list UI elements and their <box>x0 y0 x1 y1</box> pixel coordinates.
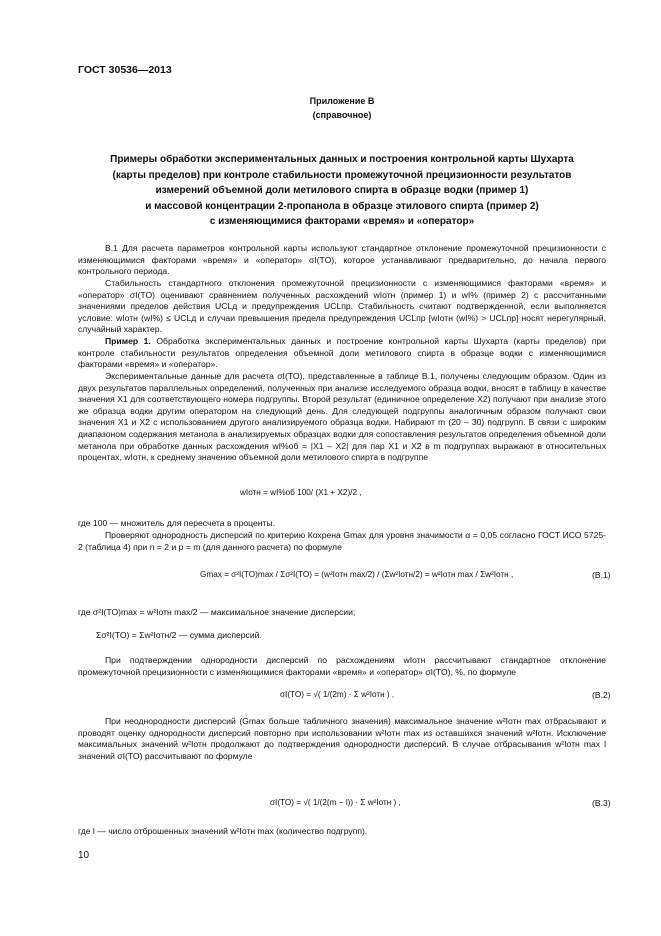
where-max-variance: где σ²I(TO)max = w²Iотн max/2 — максимальное значение дисперсии; <box>78 607 356 617</box>
paragraph-example1 <box>78 336 606 371</box>
page-number: 10 <box>78 850 90 861</box>
appendix-type: (справочное) <box>312 110 372 120</box>
appendix-title <box>78 152 606 230</box>
equation-b3-number: (В.3) <box>592 798 611 808</box>
equation-b2-number: (В.2) <box>592 690 611 700</box>
equation-b1: Gmax = σ²I(TO)max / Σσ²I(TO) = (w²Iотн max/2) / (Σw²Iотн/2) = w²Iотн max / Σw²Iотн , <box>200 570 514 579</box>
where-sum-variance: Σσ²I(TO) = Σw²Iотн/2 — сумма дисперсий. <box>96 630 262 640</box>
equation-wotn: wIотн = wI%об 100/ (X1 + X2)/2 , <box>240 488 362 497</box>
where-discarded: где l — число отброшенных значений w²Iотн max (количество подгрупп). <box>78 826 368 836</box>
document-header: ГОСТ 30536—2013 <box>78 64 172 76</box>
paragraph-b1: В.1 Для расчета параметров контрольной карты используют стандартное отклонение промежуточной прецизионности с изменяющимися факторами «время» и «оператор» σI(TO), которое устанавливают предварительно, до начала первого контрольного периода. <box>78 243 606 277</box>
title-line: и массовой концентрации 2-пропанола в образце этилового спирта (пример 2) <box>145 200 539 212</box>
paragraph-stability: Стабильность стандартного отклонения промежуточной прецизионности с изменяющимися факторами «время» и «оператор» σI(TO) оценивают сравнением полученных расхождений wIотн (пример 1) и wI% (пример 2) с рассчитанными значениями пределов действия UCLд и предупреждения UCLпр. Стабильность считают подтвержденной, если выполняется условие: wIотн (wI%) ≤ UCLд и случаи превышения предела предупреждения UCLпр [wIотн (wI%) > UCLпр] носят нерегулярный, случайный характер. <box>78 278 606 335</box>
equation-b3: σI(TO) = √( 1/(2(m − l)) · Σ w²Iотн ) , <box>270 798 401 807</box>
paragraph-cochran: Проверяют однородность дисперсий по критерию Кохрена Gmax для уровня значимости α = 0,05 согласно ГОСТ ИСО 5725-2 (таблица 4) при n = 2 и p = m (для данного расчета) по формуле <box>78 530 606 552</box>
paragraph-multiplier: где 100 — множитель для пересчета в проценты. <box>78 518 275 528</box>
paragraph-experimental: Экспериментальные данные для расчета σI(TO), представленные в таблице В.1, получены следующим образом. Один из двух результатов параллельных определений, полученных при анализе исследуемого образца водки, вносят в таблицу в качестве значения X1 для соответствующего номера подгруппы. Второй результат (единичное определение X2) получают при анализе этого же образца водки другим оператором на следующий день. Для следующей подгруппы аналогичным образом получают свои значения X1 и X2 с использованием другого анализируемого образца водки. Набирают m (20 – 30) подгрупп. В связи с широким диапазоном содержания метанола в анализируемых образцах водки для сопоставления результатов определения объемной доли метанола при обработке данных расхождения wI%об = |X1 – X2| для пар X1 и X2 в m подгруппах выражают в относительных процентах, wIотн, к среднему значению объемной доли метилового спирта в подгруппе <box>78 371 606 463</box>
paragraph-homogeneity: При подтверждении однородности дисперсий по расхождениям wIотн рассчитывают стандартное отклонение промежуточной прецизионности с изменяющимися факторами «время» и «оператор» σI(TO), %, по формуле <box>78 655 606 677</box>
title-line: с изменяющимися факторами «время» и «оператор» <box>209 216 475 227</box>
appendix-label: Приложение В <box>309 96 375 106</box>
title-line: измерений объемной доли метилового спирта в образце водки (пример 1) <box>155 185 529 196</box>
example1-text: Обработка экспериментальных данных и построение контрольной карты Шухарта (карты пределов) при контроле стабильности результатов определения объемной доли метилового спирта в образце водки с изменяющимися факторами «время» и «оператор». <box>78 336 606 370</box>
equation-b1-number: (В.1) <box>592 570 611 580</box>
title-line: (карты пределов) при контроле стабильности промежуточной прецизионности результатов <box>112 169 572 181</box>
title-line: Примеры обработки экспериментальных данных и построения контрольной карты Шухарта <box>110 154 574 165</box>
equation-b2: σI(TO) = √( 1/(2m) · Σ w²Iотн ) , <box>280 690 395 699</box>
example1-label: Пример 1. <box>105 336 151 346</box>
paragraph-inhomogeneity: При неоднородности дисперсий (Gmax больше табличного значения) максимальное значение w²Iотн max отбрасывают и проводят оценку однородности дисперсий повторно при использовании w²Iотн max из оставшихся значений w²Iотн. Исключение максимальных значений w²Iотн продолжают до подтверждения однородности дисперсий. В случае отбрасывания w²Iотн max l значений σI(TO) рассчитывают по формуле <box>78 716 606 761</box>
